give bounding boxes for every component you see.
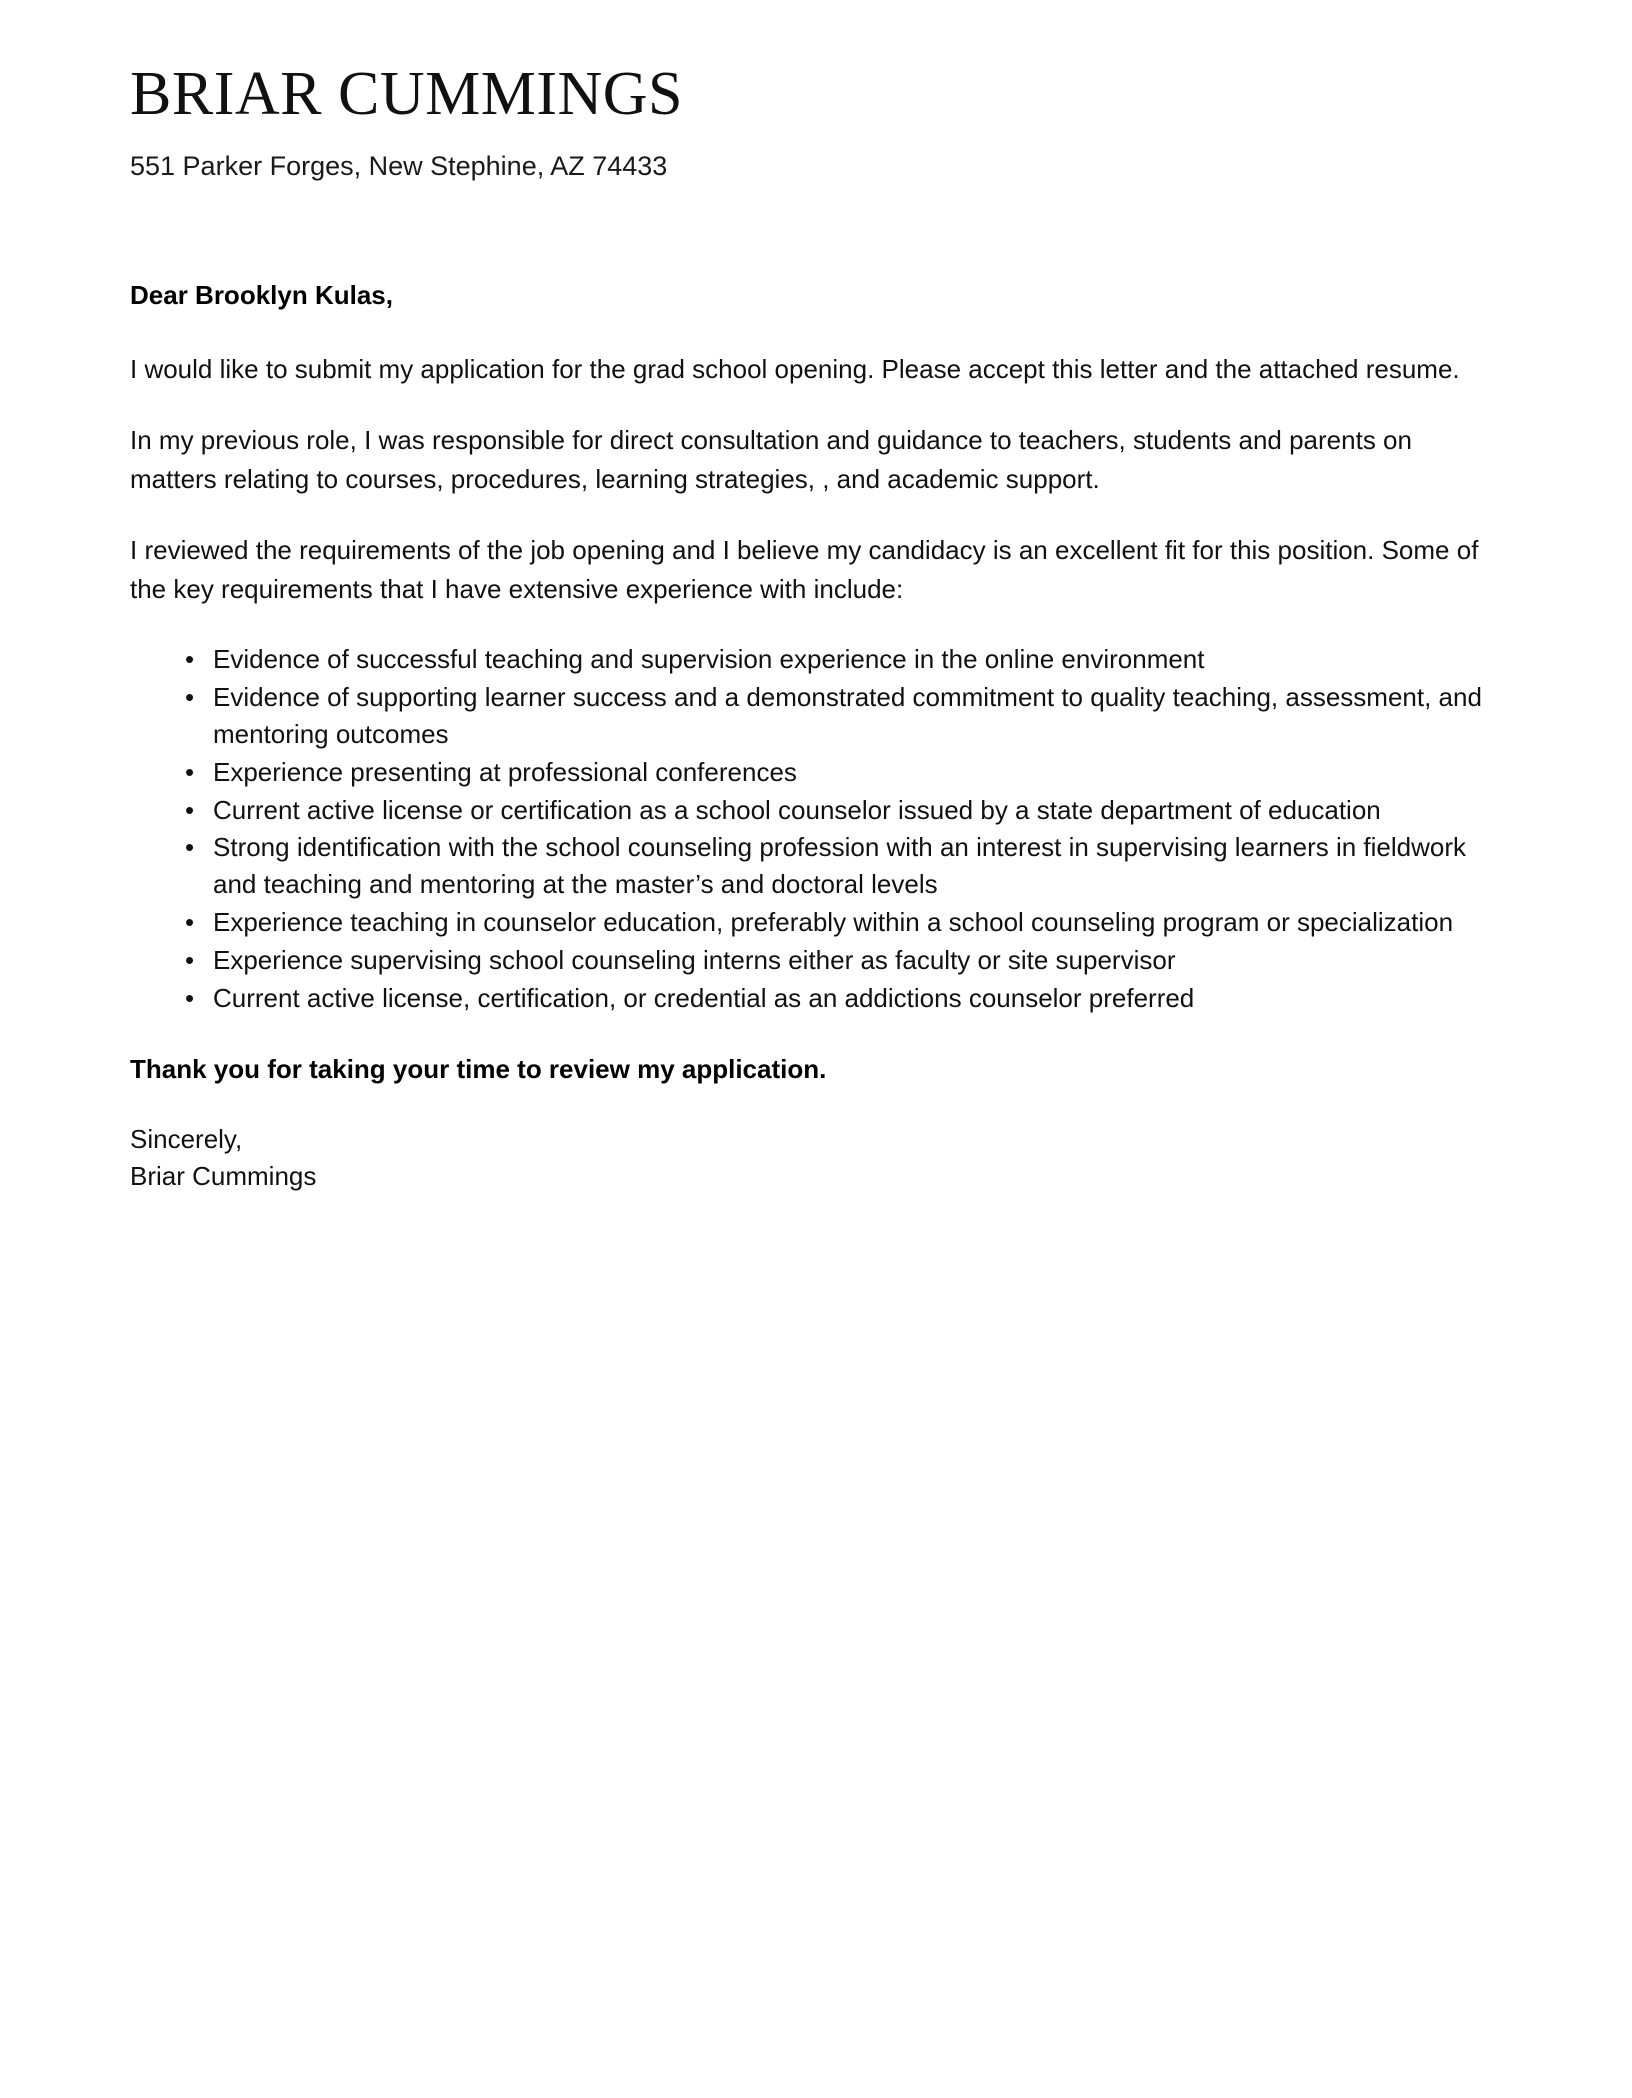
header-spacer [130,184,1490,277]
list-item: • Current active license, certification, or credential as an addictions counselor preferred [185,980,1490,1017]
requirements-list [130,641,1490,1017]
closing-thanks: Thank you for taking your time to review my application. [130,1053,827,1084]
list-item: • Experience teaching in counselor education, preferably within a school counseling program or specialization [185,904,1490,941]
list-item: • Evidence of successful teaching and supervision experience in the online environment [185,641,1490,678]
signature-block [130,1121,1490,1195]
applicant-address: 551 Parker Forges, New Stephine, AZ 74433 [130,151,668,182]
page-title: BRIAR CUMMINGS [130,60,684,128]
letter-body [130,62,1490,1194]
list-item: • Current active license or certification as a school counselor issued by a state department of education [185,792,1490,829]
list-item: • Strong identification with the school counseling profession with an interest in supervising learners in fieldwork and teaching and mentoring at the master’s and doctoral levels [185,829,1490,903]
signoff-label: Sincerely, [130,1123,243,1154]
list-item: • Evidence of supporting learner success and a demonstrated commitment to quality teaching, assessment, and mentoring outcomes [185,679,1490,753]
list-item: • Experience supervising school counseling interns either as faculty or site supervisor [185,942,1490,979]
body-paragraph-2: In my previous role, I was responsible for direct consultation and guidance to teachers, students and parents on matters relating to courses, procedures, learning strategies, , and academic support. [130,424,1412,494]
salutation: Dear Brooklyn Kulas, [130,280,393,311]
body-paragraph-1: I would like to submit my application for the grad school opening. Please accept this letter and the attached resume. [130,353,1460,384]
signature-name: Briar Cummings [130,1160,317,1191]
list-item: • Experience presenting at professional conferences [185,754,1490,791]
body-paragraph-3: I reviewed the requirements of the job opening and I believe my candidacy is an excellent fit for this position. Some of the key requirements that I have extensive experience with include: [130,534,1479,604]
